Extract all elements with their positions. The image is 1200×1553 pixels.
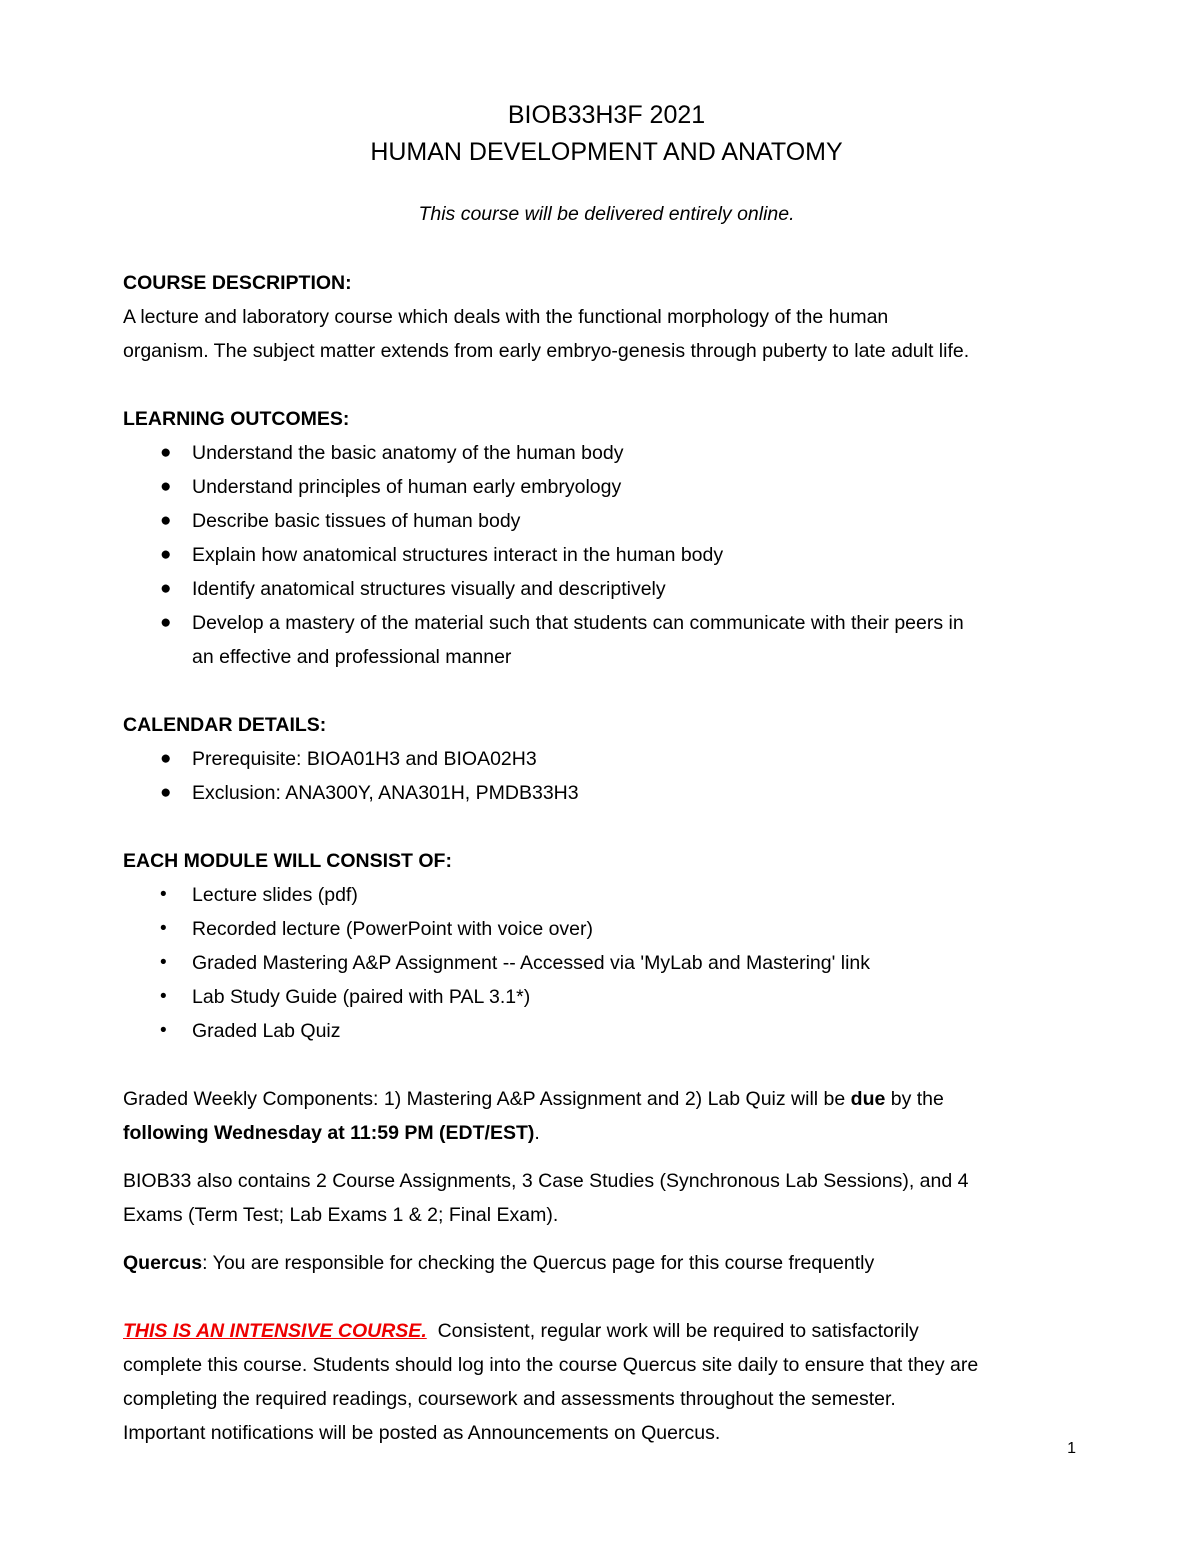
bullet-icon: • — [160, 986, 167, 1007]
calendar-details-list — [123, 742, 1090, 810]
learning-outcomes-list — [123, 436, 1090, 674]
assessments-line-2: Exams (Term Test; Lab Exams 1 & 2; Final Exam). — [123, 1204, 559, 1226]
course-description-line-1: A lecture and laboratory course which deals with the functional morphology of the human — [123, 306, 889, 328]
list-item: ● Understand the basic anatomy of the human body — [123, 436, 1090, 470]
learning-outcomes-heading: LEARNING OUTCOMES: — [123, 408, 350, 430]
list-item: ● Prerequisite: BIOA01H3 and BIOA02H3 — [123, 742, 1090, 776]
title-block — [123, 97, 1090, 171]
list-item: ● Identify anatomical structures visually and descriptively — [123, 572, 1090, 606]
list-item: • Lecture slides (pdf) — [123, 878, 1090, 912]
course-code: BIOB33H3F 2021 — [507, 101, 706, 129]
bullet-icon: ● — [160, 578, 172, 599]
bullet-icon: ● — [160, 510, 172, 531]
intensive-line-1: THIS IS AN INTENSIVE COURSE. Consistent, regular work will be required to satisfactorily — [123, 1320, 919, 1342]
intensive-line-4: Important notifications will be posted as Announcements on Quercus. — [123, 1422, 721, 1444]
list-item: • Recorded lecture (PowerPoint with voice over) — [123, 912, 1090, 946]
list-item: ● Understand principles of human early embryology — [123, 470, 1090, 504]
quercus-paragraph: Quercus: You are responsible for checking the Quercus page for this course frequently — [123, 1252, 875, 1274]
bullet-icon: ● — [160, 544, 172, 565]
list-item: ● Exclusion: ANA300Y, ANA301H, PMDB33H3 — [123, 776, 1090, 810]
course-description-line-2: organism. The subject matter extends from early embryo-genesis through puberty to late adult life. — [123, 340, 970, 362]
course-title: HUMAN DEVELOPMENT AND ANATOMY — [370, 138, 843, 166]
list-item: • Lab Study Guide (paired with PAL 3.1*) — [123, 980, 1090, 1014]
bullet-icon: ● — [160, 612, 172, 633]
list-item: • Graded Lab Quiz — [123, 1014, 1090, 1048]
bullet-icon: • — [160, 884, 167, 905]
bullet-icon: ● — [160, 476, 172, 497]
bullet-icon: • — [160, 918, 167, 939]
bullet-icon: ● — [160, 442, 172, 463]
intensive-line-3: completing the required readings, coursework and assessments throughout the semester. — [123, 1388, 896, 1410]
module-contents-heading: EACH MODULE WILL CONSIST OF: — [123, 850, 452, 872]
list-item: • Graded Mastering A&P Assignment -- Accessed via 'MyLab and Mastering' link — [123, 946, 1090, 980]
bullet-icon: • — [160, 952, 167, 973]
list-item-continuation: an effective and professional manner — [192, 646, 512, 668]
module-contents-list — [123, 878, 1090, 1048]
course-description-heading: COURSE DESCRIPTION: — [123, 272, 352, 294]
assessments-line-1: BIOB33 also contains 2 Course Assignments, 3 Case Studies (Synchronous Lab Sessions), and 4 — [123, 1170, 969, 1192]
quercus-label: Quercus — [123, 1252, 203, 1274]
bullet-icon: ● — [160, 748, 172, 769]
calendar-details-heading: CALENDAR DETAILS: — [123, 714, 327, 736]
intensive-line-2: complete this course. Students should log into the course Quercus site daily to ensure that they are — [123, 1354, 979, 1376]
intensive-warning: THIS IS AN INTENSIVE COURSE. — [123, 1320, 427, 1342]
list-item: ● Explain how anatomical structures interact in the human body — [123, 538, 1090, 572]
list-item: ● Describe basic tissues of human body — [123, 504, 1090, 538]
delivery-note: This course will be delivered entirely online. — [418, 203, 795, 225]
bullet-icon: ● — [160, 782, 172, 803]
page-number: 1 — [1067, 1440, 1076, 1457]
bullet-icon: • — [160, 1020, 167, 1041]
list-item: ● Develop a mastery of the material such that students can communicate with their peers in — [123, 606, 1090, 640]
weekly-components-paragraph: Graded Weekly Components: 1) Mastering A&P Assignment and 2) Lab Quiz will be due by the following Wednesday at 11:59 PM (EDT/EST). — [123, 1088, 944, 1144]
